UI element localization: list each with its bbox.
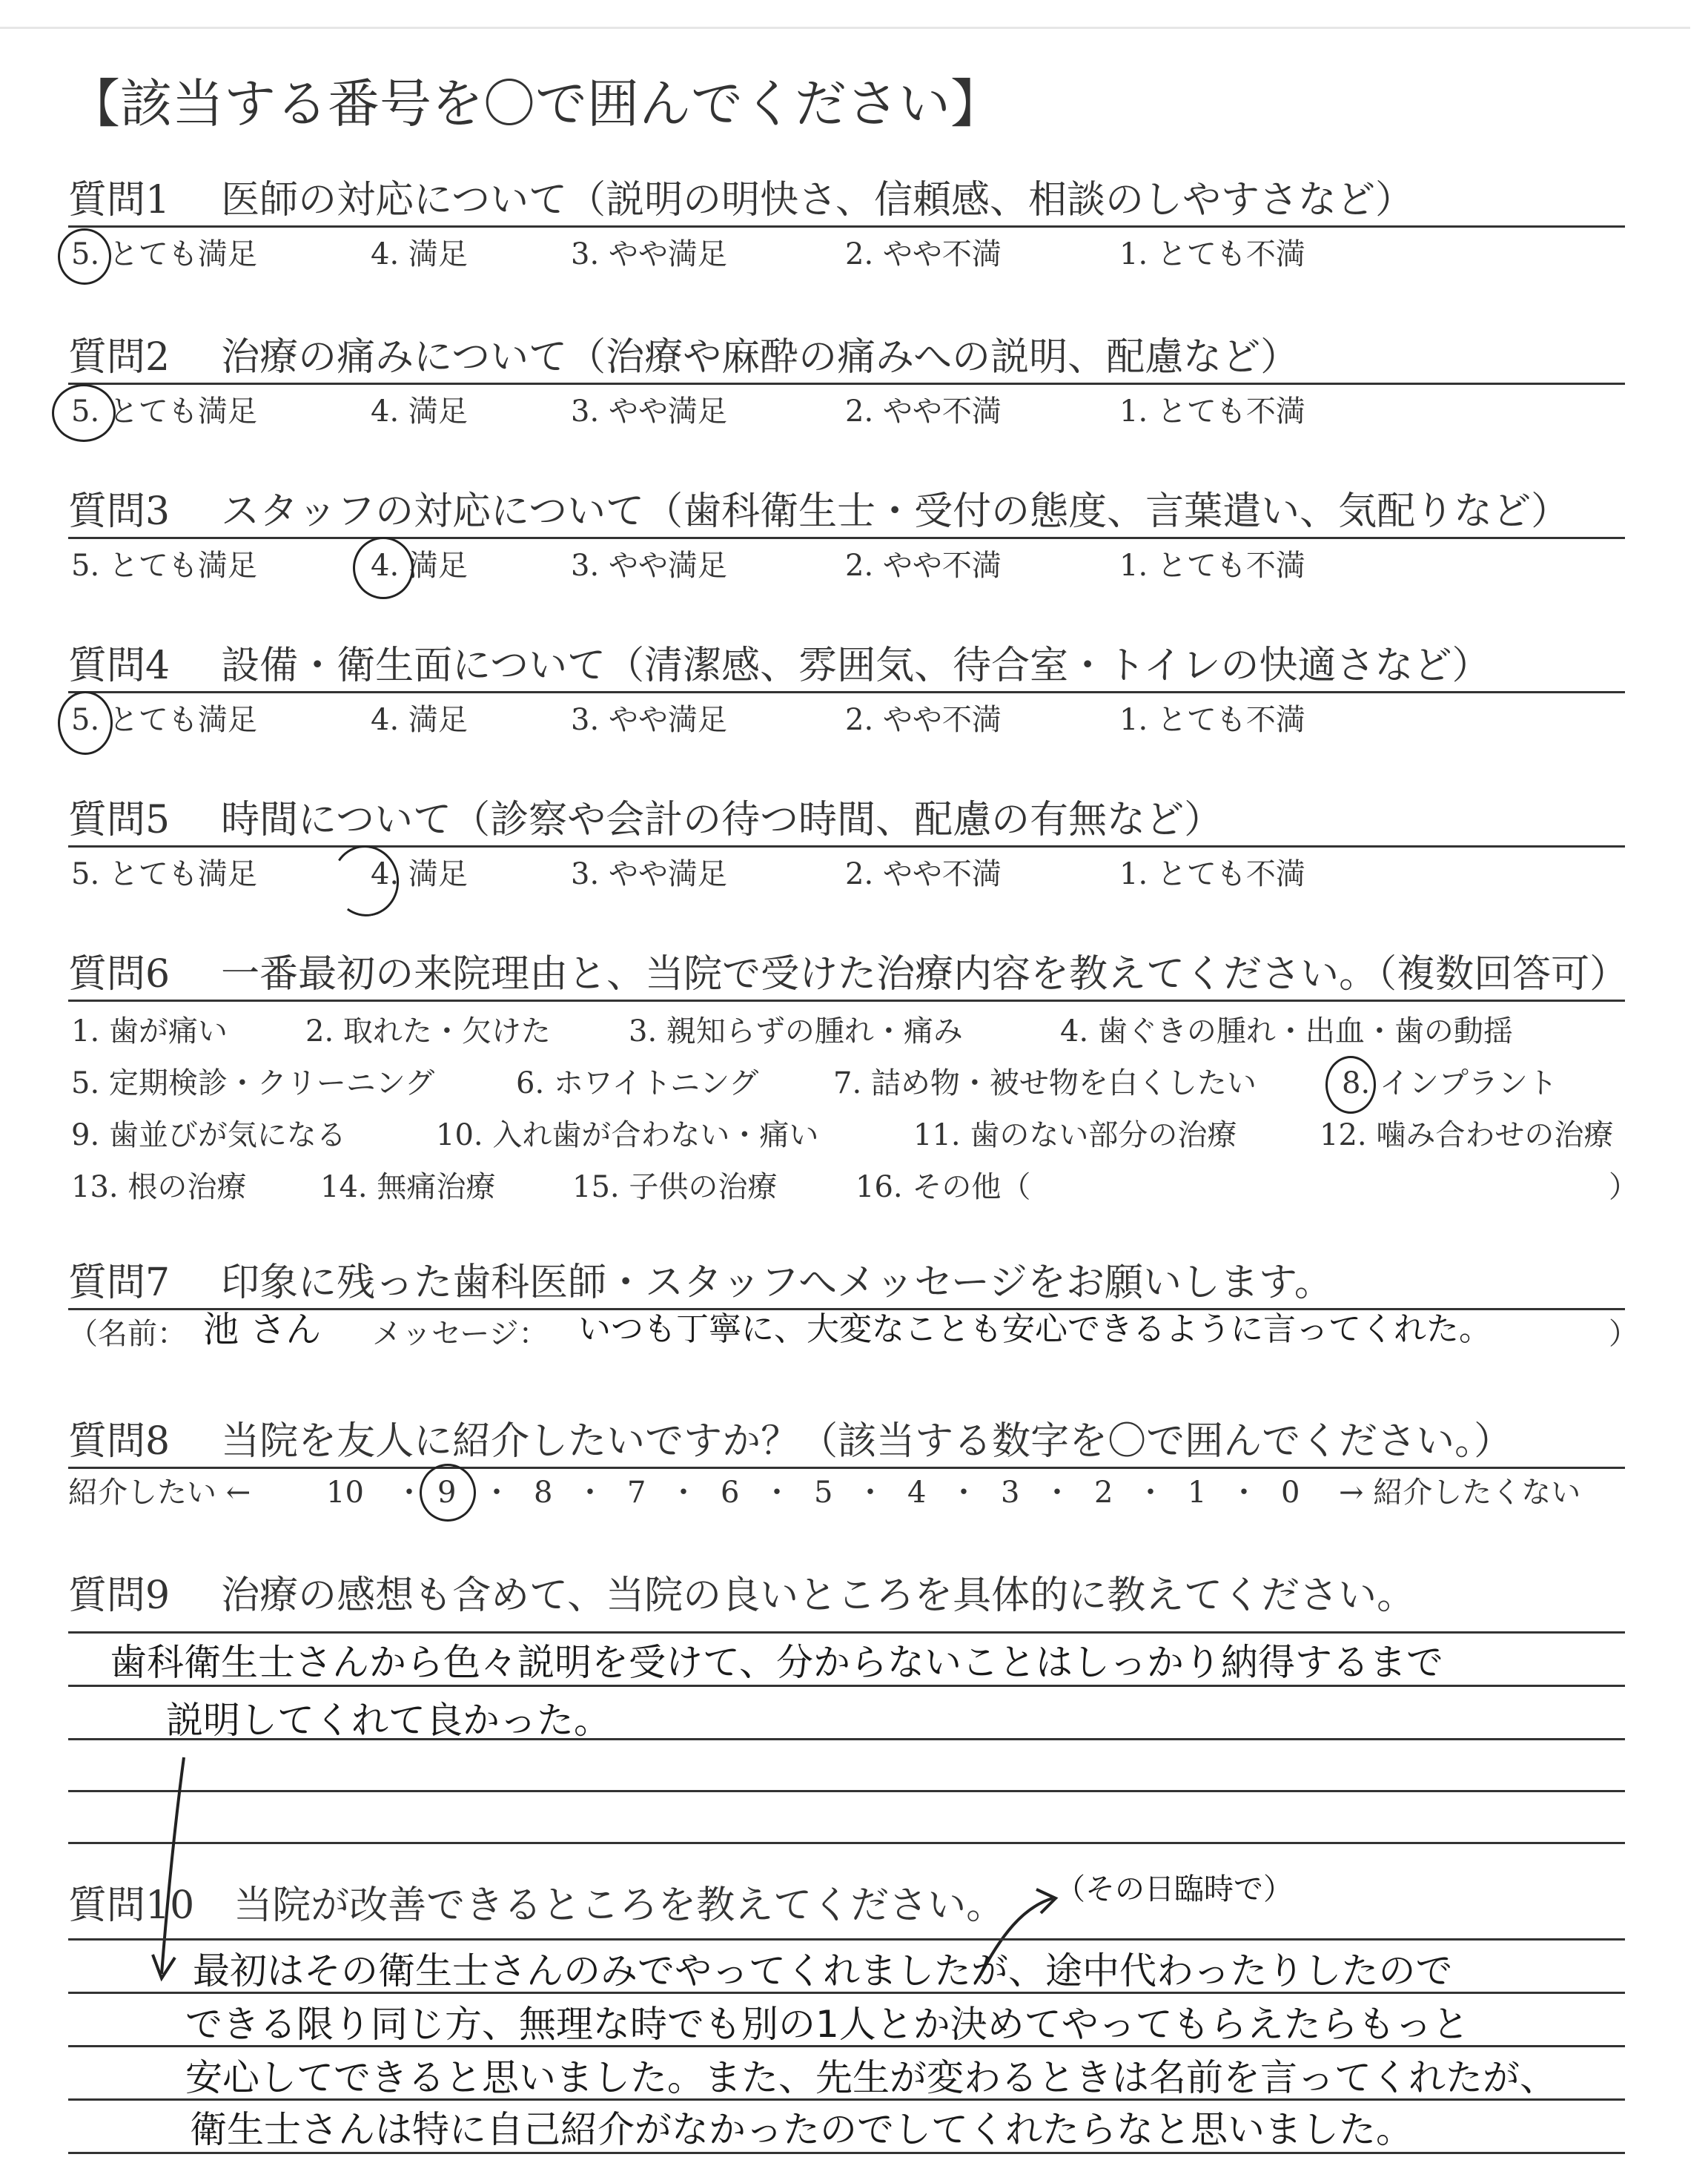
question-3-rule	[68, 537, 1625, 539]
message-close: ）	[1609, 1317, 1638, 1351]
answer-line	[68, 1842, 1625, 1844]
option-1[interactable]: 1. とても不満	[1119, 857, 1305, 891]
answer-line	[68, 2152, 1625, 2154]
selection-circle	[420, 1464, 476, 1522]
scale-2[interactable]: 2	[1094, 1476, 1113, 1510]
scale-6[interactable]: 6	[721, 1476, 740, 1510]
answer-line	[68, 1938, 1625, 1941]
question-10-heading	[68, 1883, 1004, 1928]
selection-circle	[52, 384, 116, 442]
reason-12[interactable]: 12. 噛み合わせの治療	[1320, 1118, 1614, 1152]
reason-2[interactable]: 2. 取れた・欠けた	[305, 1014, 551, 1048]
question-8-text: 当院を友人に紹介したいですか？（該当する数字を〇で囲んでください。）	[221, 1419, 1513, 1464]
scale-dot: ・	[762, 1476, 792, 1510]
option-4[interactable]: 4. 満足	[371, 547, 468, 584]
question-6-text: 一番最初の来院理由と、当院で受けた治療内容を教えてください。（複数回答可）	[221, 952, 1629, 997]
question-9-heading	[68, 1573, 1415, 1618]
selection-circle	[58, 691, 113, 755]
option-4[interactable]: 4. 満足	[371, 394, 468, 429]
survey-sheet: 【該当する番号を〇で囲んでください】 質問1 医師の対応について（説明の明快さ、信頼感、相談のしやすさなど） 5. とても満足 4. 満足 3. やや満足 2. やや不満 1. とても不満 質問2 治療の痛みについて（治療や麻酔の痛みへの説明、配慮など） 5. とても満足 4. 満足 3. やや満足 2. やや不満 1. とても不満 質問3 スタッフの対応について（歯科衛生士・受付の態度、言葉遣い、気配りなど） 5. とても満足 4. 満足 3. やや満足 2. やや不満 1. とても不満 質問4 設備・衛生面について（清潔感、雰囲気、待合室・トイレの快適さなど） 5. とても満足 4. 満足 3. やや満足 2. やや不満 1. とても不満 質問5 時間について（診察や会計の待つ時間、配慮の有無など） 5. とても満足 4. 満足 3. やや満足 2. やや不満 1. とても不満 質問6 一番最初の来院理由と、当院で受けた治療内容を教えてください。（複数回答可） 1. 歯が痛い 2. 取れた・欠けた 3. 親知らずの腫れ・痛み 4. 歯ぐきの腫れ・出血・歯の動揺 5. 定期検診・クリーニング 6. ホワイトニング 7. 詰め物・被せ物を白くしたい 8. インプラント 9. 歯並びが気になる 10. 入れ歯が合わない・痛い 11. 歯のない部分の治療 12. 噛み合わせの治療 13. 根の治療 14. 無痛治療 15. 子供の治療 16. その他（ ） 質問7 印象に残った歯科医師・スタッフへメッセージをお願いします。 （名前： 池 さん メッセージ： いつも丁寧に、大変なことも安心できるように言ってくれた。 ） 質問8 当院を友人に紹介したいですか？（該当する数字を〇で囲んでください。） 紹介したい ← 10 ・ 9 ・ 8 ・ 7 ・ 6 ・ 5 ・ 4 ・ 3 ・ 2 ・ 1 ・ 0 → 紹介したくない 質問9 治療の感想も含めて、当院の良いところを具体的に教えてください。 歯科衛生士さんから色々説明を受けて、分からないことはしっかり納得するまで 説明してくれて良かった。 質問10 当院が改善できるところを教えてください。 （その日臨時で） 最初はその衛生士さんのみでやってくれましたが、途中代わったりしたので できる限り同じ方、無理な時でも別の1人とか決めてやってもらえたらもっと 安心してできると思いました。また、先生が変わるときは名前を言ってくれたが、 衛生士さんは特に自己紹介がなかったのでしてくれたらなと思いました。	[0, 0, 1708, 2160]
reason-16-close: ）	[1609, 1170, 1638, 1204]
page-title: 【該当する番号を〇で囲んでください】	[68, 73, 1002, 134]
question-2-text: 治療の痛みについて（治療や麻酔の痛みへの説明、配慮など）	[221, 335, 1300, 380]
scale-4[interactable]: 4	[907, 1476, 927, 1510]
option-5[interactable]: 5. とても満足	[71, 549, 257, 583]
option-2[interactable]: 2. やや不満	[845, 237, 1002, 271]
question-5-heading	[68, 798, 1222, 842]
question-3-text: スタッフの対応について（歯科衛生士・受付の態度、言葉遣い、気配りなど）	[221, 489, 1570, 534]
scale-3[interactable]: 3	[1001, 1476, 1020, 1510]
question-9-label: 質問9	[68, 1573, 171, 1618]
option-1[interactable]: 1. とても不満	[1119, 549, 1305, 583]
question-2-label: 質問2	[68, 335, 171, 380]
option-1[interactable]: 1. とても不満	[1119, 394, 1305, 429]
option-3[interactable]: 3. やや満足	[571, 703, 727, 737]
question-7-text: 印象に残った歯科医師・スタッフへメッセージをお願いします。	[221, 1261, 1333, 1305]
question-8-heading	[68, 1419, 1512, 1464]
recommend-right-label: → 紹介したくない	[1339, 1476, 1581, 1510]
reason-9[interactable]: 9. 歯並びが気になる	[71, 1118, 346, 1152]
question-4-heading	[68, 644, 1491, 688]
reason-7[interactable]: 7. 詰め物・被せ物を白くしたい	[833, 1066, 1257, 1100]
scale-10[interactable]: 10	[326, 1476, 364, 1510]
option-5[interactable]: 5. とても満足	[71, 393, 257, 430]
question-3-heading	[68, 489, 1569, 534]
question-10-label: 質問10	[68, 1883, 195, 1928]
scale-7[interactable]: 7	[627, 1476, 646, 1510]
question-2-heading	[68, 335, 1299, 380]
option-3[interactable]: 3. やや満足	[571, 237, 727, 271]
scan-top-edge	[0, 27, 1690, 29]
selection-circle	[326, 840, 404, 922]
question-5-text: 時間について（診察や会計の待つ時間、配慮の有無など）	[221, 798, 1223, 842]
question-6-rule	[68, 1000, 1625, 1002]
selection-circle	[1325, 1056, 1376, 1114]
message-label: メッセージ：	[372, 1317, 549, 1351]
question-10-text: 当院が改善できるところを教えてください。	[234, 1883, 1005, 1928]
question-4-rule	[68, 691, 1625, 693]
reason-3[interactable]: 3. 親知らずの腫れ・痛み	[629, 1014, 963, 1048]
option-5[interactable]: 5. とても満足	[71, 857, 257, 891]
reason-10[interactable]: 10. 入れ歯が合わない・痛い	[436, 1118, 819, 1152]
question-6-heading	[68, 952, 1628, 997]
scale-dot: ・	[855, 1476, 885, 1510]
scale-dot: ・	[1042, 1476, 1072, 1510]
q10-answer-line-1[interactable]: 最初はその衛生士さんのみでやってくれましたが、途中代わったりしたので	[193, 1949, 1453, 1992]
question-5-label: 質問5	[68, 798, 171, 842]
option-3[interactable]: 3. やや満足	[571, 549, 727, 583]
option-4[interactable]: 4. 満足	[371, 856, 468, 893]
option-1[interactable]: 1. とても不満	[1119, 237, 1305, 271]
scale-dot: ・	[394, 1476, 424, 1510]
message-value[interactable]: いつも丁寧に、大変なことも安心できるように言ってくれた。	[578, 1310, 1492, 1348]
scale-dot: ・	[575, 1476, 605, 1510]
option-2[interactable]: 2. やや不満	[845, 703, 1002, 737]
q10-answer-line-4[interactable]: 衛生士さんは特に自己紹介がなかったのでしてくれたらなと思いました。	[190, 2108, 1413, 2151]
question-1-text: 医師の対応について（説明の明快さ、信頼感、相談のしやすさなど）	[221, 178, 1414, 222]
name-value[interactable]: 池 さん	[203, 1309, 322, 1350]
selection-circle	[353, 537, 414, 599]
reason-14[interactable]: 14. 無痛治療	[320, 1170, 496, 1204]
scale-5[interactable]: 5	[814, 1476, 833, 1510]
reason-13[interactable]: 13. 根の治療	[71, 1170, 247, 1204]
option-4[interactable]: 4. 満足	[371, 237, 468, 271]
scale-8[interactable]: 8	[534, 1476, 553, 1510]
answer-line	[68, 1790, 1625, 1792]
option-5[interactable]: 5. とても満足	[71, 701, 257, 739]
reason-11[interactable]: 11. 歯のない部分の治療	[913, 1118, 1237, 1152]
scale-dot: ・	[1229, 1476, 1259, 1510]
scale-dot: ・	[482, 1476, 512, 1510]
reason-4[interactable]: 4. 歯ぐきの腫れ・出血・歯の動揺	[1060, 1014, 1513, 1048]
question-1-label: 質問1	[68, 178, 171, 222]
name-label: （名前：	[68, 1317, 187, 1351]
q9-answer-line-1[interactable]: 歯科衛生士さんから色々説明を受けて、分からないことはしっかり納得するまで	[110, 1641, 1443, 1684]
option-3[interactable]: 3. やや満足	[571, 394, 727, 429]
q10-note[interactable]: （その日臨時で）	[1056, 1872, 1293, 1906]
scale-1[interactable]: 1	[1188, 1476, 1207, 1510]
note-arrow-head	[1036, 1889, 1056, 1913]
scale-dot: ・	[1136, 1476, 1165, 1510]
reason-6[interactable]: 6. ホワイトニング	[516, 1066, 759, 1100]
question-1-heading	[68, 178, 1414, 222]
answer-line	[68, 1685, 1625, 1687]
reason-1[interactable]: 1. 歯が痛い	[71, 1014, 228, 1048]
arrow-head	[153, 1955, 175, 1978]
question-4-text: 設備・衛生面について（清潔感、雰囲気、待合室・トイレの快適さなど）	[221, 644, 1491, 688]
recommend-left-label: 紹介したい ←	[68, 1476, 251, 1510]
question-4-label: 質問4	[68, 644, 171, 688]
option-2[interactable]: 2. やや不満	[845, 549, 1002, 583]
question-5-rule	[68, 845, 1625, 848]
reason-16[interactable]: 16. その他（	[855, 1170, 1031, 1204]
option-3[interactable]: 3. やや満足	[571, 857, 727, 891]
question-7-label: 質問7	[68, 1261, 171, 1305]
question-1-rule	[68, 225, 1625, 228]
question-9-text: 治療の感想も含めて、当院の良いところを具体的に教えてください。	[221, 1573, 1416, 1618]
scale-0[interactable]: 0	[1281, 1476, 1300, 1510]
reason-5[interactable]: 5. 定期検診・クリーニング	[71, 1066, 435, 1100]
question-8-label: 質問8	[68, 1419, 171, 1464]
option-4[interactable]: 4. 満足	[371, 703, 468, 737]
reason-15[interactable]: 15. 子供の治療	[572, 1170, 778, 1204]
q10-answer-line-2[interactable]: できる限り同じ方、無理な時でも別の1人とか決めてやってもらえたらもっと	[185, 2003, 1469, 2046]
question-3-label: 質問3	[68, 489, 171, 534]
option-2[interactable]: 2. やや不満	[845, 394, 1002, 429]
option-5[interactable]: 5. とても満足	[71, 236, 257, 273]
answer-line	[68, 1631, 1625, 1634]
option-1[interactable]: 1. とても不満	[1119, 703, 1305, 737]
option-2[interactable]: 2. やや不満	[845, 857, 1002, 891]
selection-circle	[58, 228, 111, 285]
q9-answer-line-2[interactable]: 説明してくれて良かった。	[166, 1699, 611, 1742]
reason-8[interactable]: 8. インプラント	[1342, 1065, 1558, 1102]
question-7-heading	[68, 1261, 1333, 1305]
scale-dot: ・	[949, 1476, 979, 1510]
question-8-rule	[68, 1467, 1625, 1469]
question-6-label: 質問6	[68, 952, 171, 997]
q10-answer-line-3[interactable]: 安心してできると思いました。また、先生が変わるときは名前を言ってくれたが、	[185, 2056, 1557, 2099]
scale-dot: ・	[669, 1476, 698, 1510]
question-2-rule	[68, 383, 1625, 385]
